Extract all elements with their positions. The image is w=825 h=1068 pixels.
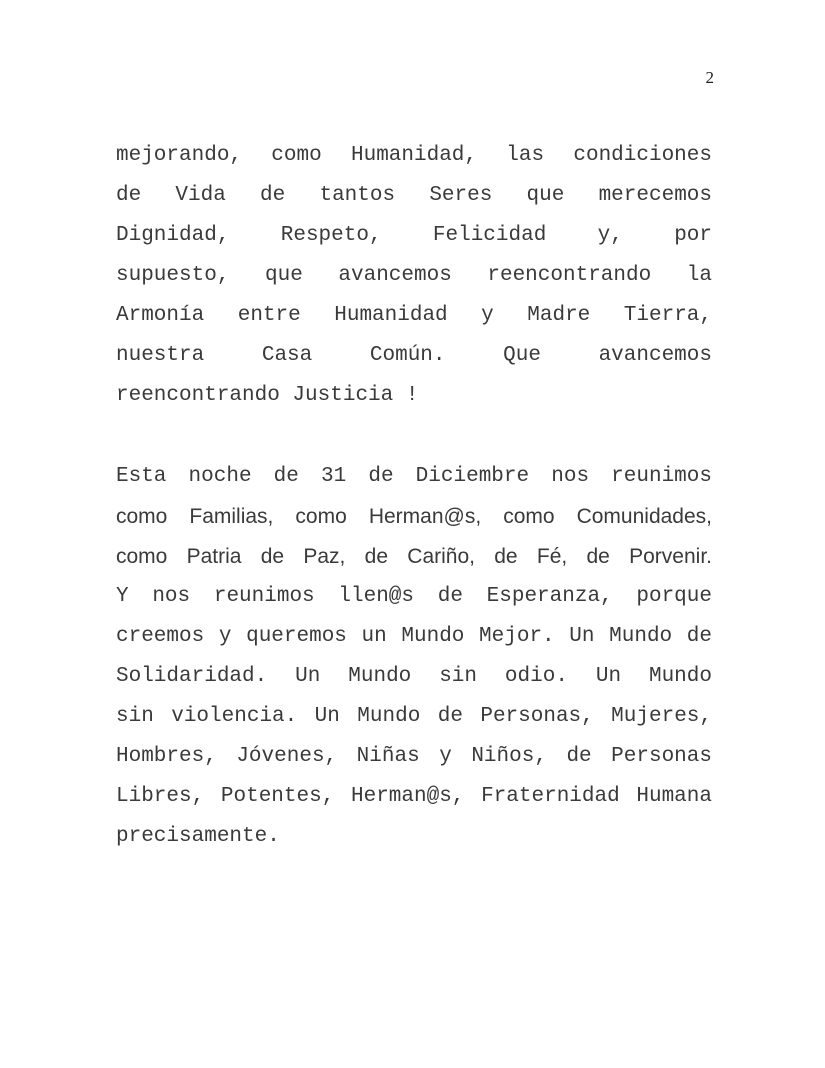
text-line: mejorando, como Humanidad, las condiciones	[116, 144, 712, 167]
text-line: sin violencia. Un Mundo de Personas, Mujeres,	[116, 705, 712, 728]
text-line: supuesto, que avancemos reencontrando la	[116, 264, 712, 287]
paragraph-2	[116, 462, 712, 862]
text-line: Solidaridad. Un Mundo sin odio. Un Mundo	[116, 665, 712, 688]
text-line: como Patria de Paz, de Cariño, de Fé, de Porvenir.	[116, 545, 712, 568]
text-line: nuestra Casa Común. Que avancemos	[116, 344, 712, 367]
text-line: reencontrando Justicia !	[116, 384, 419, 407]
text-line: de Vida de tantos Seres que merecemos	[116, 184, 712, 207]
text-line: como Familias, como Herman@s, como Comunidades,	[116, 505, 712, 528]
text-line: creemos y queremos un Mundo Mejor. Un Mundo de	[116, 625, 712, 648]
text-line: Dignidad, Respeto, Felicidad y, por	[116, 224, 712, 247]
text-line: precisamente.	[116, 825, 280, 848]
page-number: 2	[705, 68, 714, 87]
text-line: Esta noche de 31 de Diciembre nos reunimos	[116, 465, 712, 488]
text-line: Libres, Potentes, Herman@s, Fraternidad Humana	[116, 785, 712, 808]
paragraph-1	[116, 141, 712, 421]
text-line: Armonía entre Humanidad y Madre Tierra,	[116, 304, 712, 327]
text-line: Y nos reunimos llen@s de Esperanza, porque	[116, 585, 712, 608]
text-line: Hombres, Jóvenes, Niñas y Niños, de Personas	[116, 745, 712, 768]
